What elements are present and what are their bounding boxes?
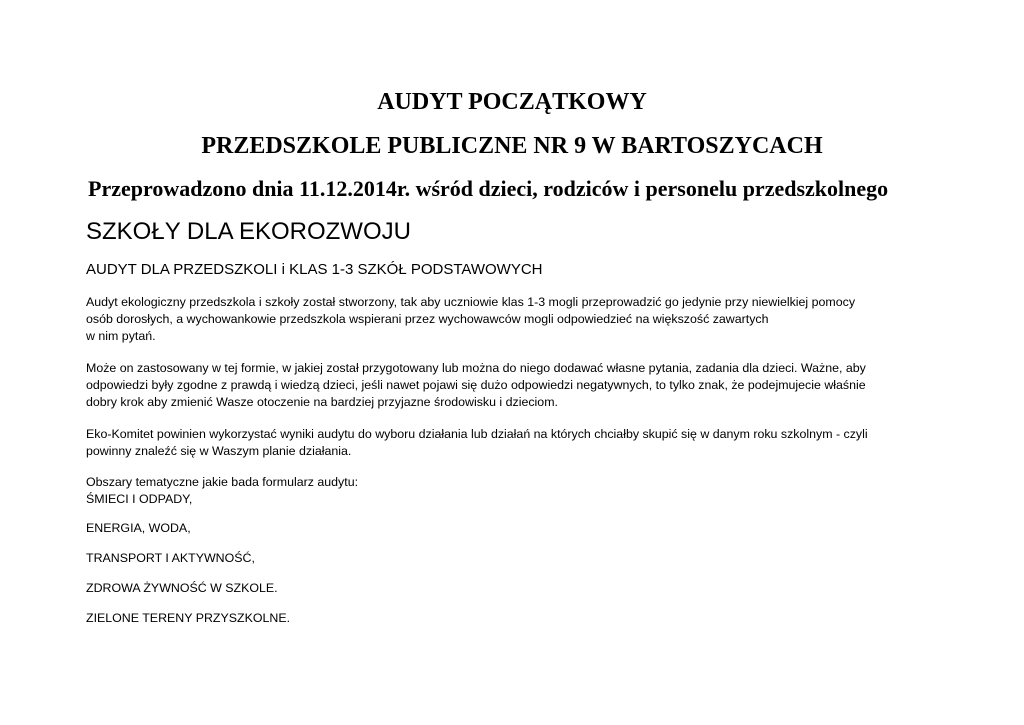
paragraph-line: Może on zastosowany w tej formie, w jakiej został przygotowany lub można do niego dodawać własne pytania, zadania dla dzieci. Ważne, aby	[86, 361, 866, 375]
document-title: AUDYT POCZĄTKOWY	[377, 89, 647, 115]
paragraph-line: w nim pytań.	[86, 329, 156, 343]
paragraph-topics-intro	[86, 474, 938, 508]
paragraph-intro	[86, 294, 938, 345]
paragraph-usage	[86, 360, 938, 411]
paragraph-line: osób dorosłych, a wychowankowie przedszkola wspierani przez wychowawców mogli odpowiedzieć na większość zawartych	[86, 312, 769, 326]
topic-item: ZIELONE TERENY PRZYSZKOLNE.	[86, 611, 291, 625]
topic-item: TRANSPORT I AKTYWNOŚĆ,	[86, 551, 255, 565]
audit-date-line: Przeprowadzono dnia 11.12.2014r. wśród dzieci, rodziców i personelu przedszkolnego	[88, 176, 889, 201]
program-subheading: AUDYT DLA PRZEDSZKOLI i KLAS 1-3 SZKÓŁ PODSTAWOWYCH	[86, 261, 543, 278]
program-heading: SZKOŁY DLA EKOROZWOJU	[86, 218, 411, 245]
topic-item: ŚMIECI I ODPADY,	[86, 492, 193, 506]
topic-item: ZDROWA ŻYWNOŚĆ W SZKOLE.	[86, 581, 278, 595]
institution-name: PRZEDSZKOLE PUBLICZNE NR 9 W BARTOSZYCACH	[201, 133, 823, 159]
paragraph-line: dobry krok aby zmienić Wasze otoczenie na bardziej przyjazne środowisku i dzieciom.	[86, 395, 558, 409]
paragraph-line: Audyt ekologiczny przedszkola i szkoły został stworzony, tak aby uczniowie klas 1-3 mogli przeprowadzić go jedynie przy niewielkiej pomocy	[86, 295, 856, 309]
paragraph-line: Eko-Komitet powinien wykorzystać wyniki audytu do wyboru działania lub działań na których chciałby skupić się w danym roku szkolnym - czyli	[86, 427, 868, 441]
paragraph-eco-committee	[86, 426, 938, 460]
paragraph-line: powinny znaleźć się w Waszym planie działania.	[86, 444, 352, 458]
topic-item: ENERGIA, WODA,	[86, 521, 191, 535]
paragraph-line: Obszary tematyczne jakie bada formularz audytu:	[86, 475, 359, 489]
paragraph-line: odpowiedzi były zgodne z prawdą i wiedzą dzieci, jeśli nawet pojawi się dużo odpowiedzi negatywnych, to tylko znak, że podejmujecie właśnie	[86, 378, 866, 392]
